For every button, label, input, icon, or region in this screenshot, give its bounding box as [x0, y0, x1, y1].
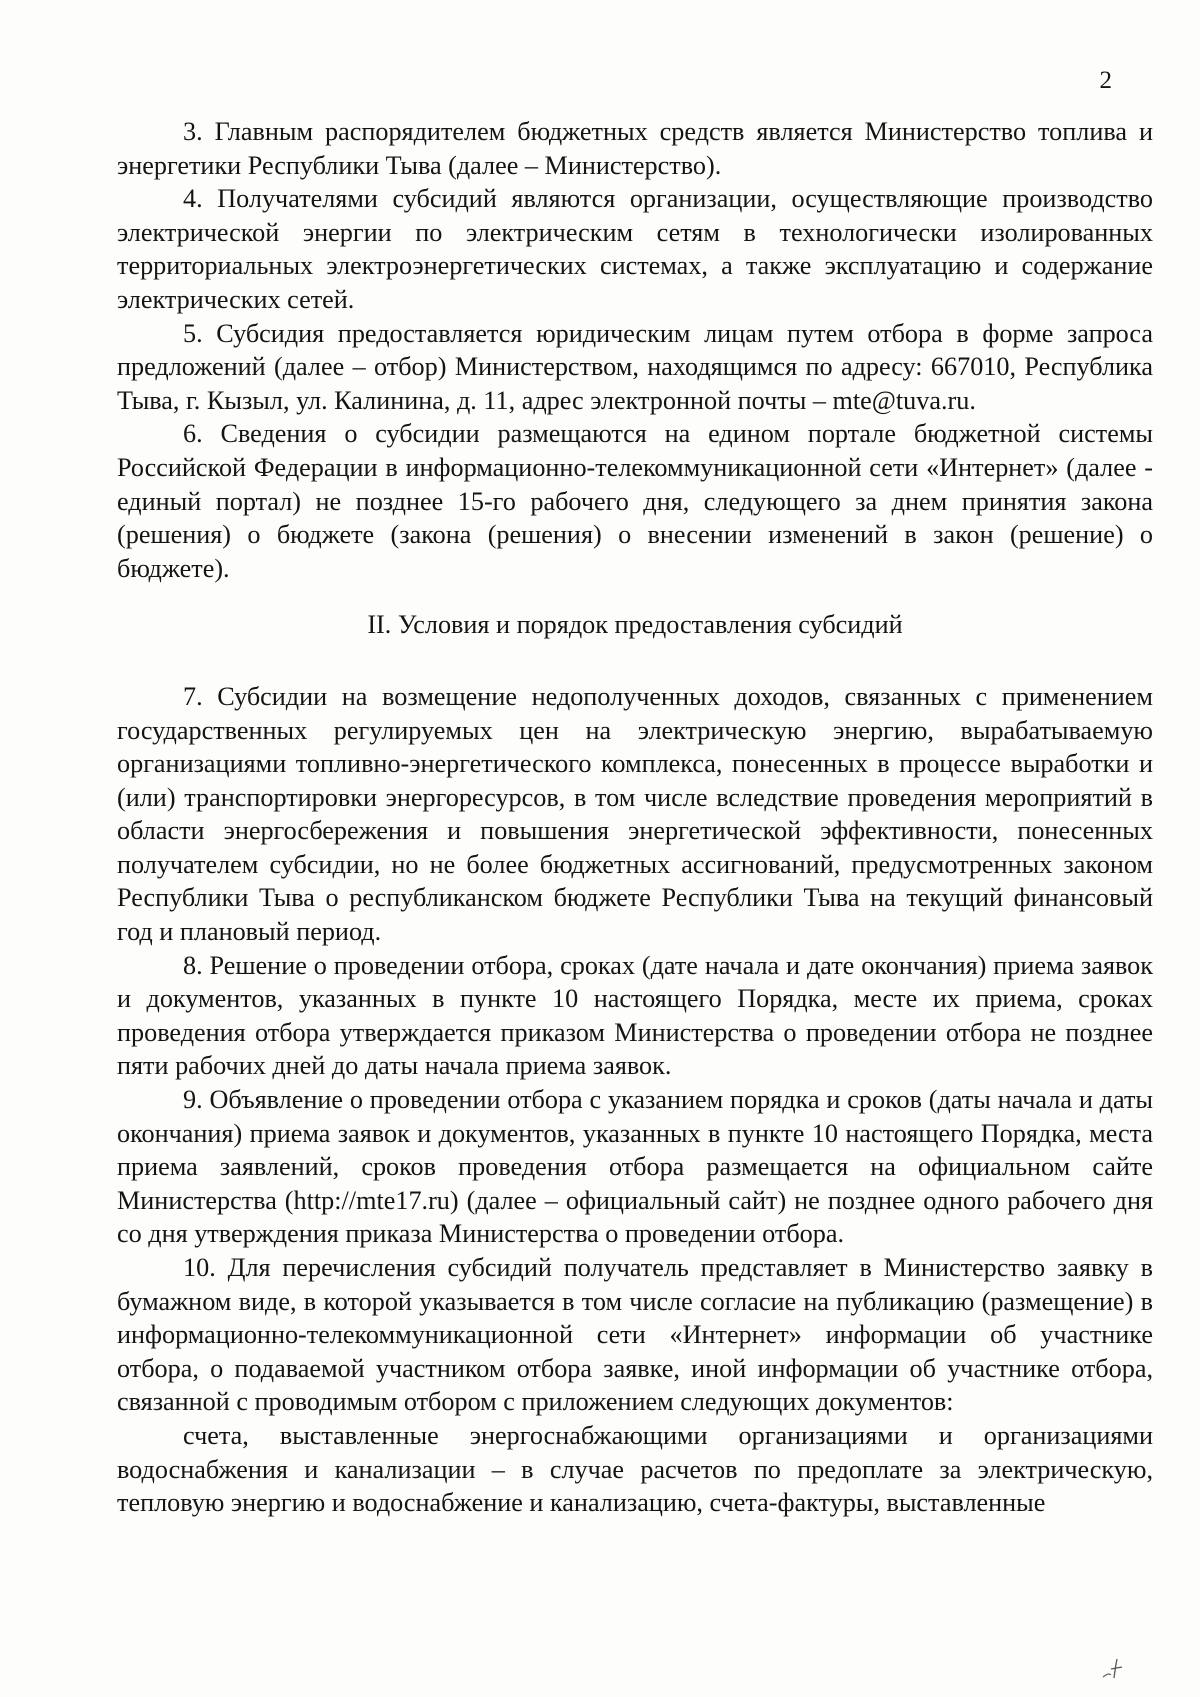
paragraph-6: 6. Сведения о субсидии размещаются на едином портале бюджетной системы Российской Федерации в информационно-телекоммуникационной сети «Интернет» (далее - единый портал) не позднее 15-го рабочего дня, следующего за днем принятия закона (решения) о бюджете (закона (решения) о внесении изменений в закон (решение) о бюджете). [117, 419, 1153, 583]
paragraph-10-documents-list: счета, выставленные энергоснабжающими организациями и организациями водоснабжения и канализации – в случае расчетов по предоплате за электрическую, тепловую энергию и водоснабжение и канализацию, счета-фактуры, выставленные [117, 1420, 1153, 1518]
paragraph-3: 3. Главным распорядителем бюджетных средств является Министерство топлива и энергетики Республики Тыва (далее – Министерство). [117, 117, 1153, 180]
paragraph-4: 4. Получателями субсидий являются организации, осуществляющие производство электрической энергии по электрическим сетям в технологически изолированных территориальных электроэнергетических системах, а также эксплуатацию и содержание электрических сетей. [117, 184, 1153, 314]
paragraph-5: 5. Субсидия предоставляется юридическим лицам путем отбора в форме запроса предложений (далее – отбор) Министерством, находящимся по адресу: 667010, Республика Тыва, г. Кызыл, ул. Калинина, д. 11, адрес электронной почты – mte@tuva.ru. [117, 318, 1153, 415]
paragraph-7: 7. Субсидии на возмещение недополученных доходов, связанных с применением государственных регулируемых цен на электрическую энергию, вырабатываемую организациями топливно-энергетического комплекса, понесенных в процессе выработки и (или) транспортировки энергоресурсов, в том числе вследствие проведения мероприятий в области энергосбережения и повышения энергетической эффективности, понесенных получателем субсидии, но не более бюджетных ассигнований, предусмотренных законом Республики Тыва о республиканском бюджете Республики Тыва на текущий финансовый год и плановый период. [117, 681, 1153, 947]
page-number: 2 [1099, 67, 1112, 94]
paragraph-8: 8. Решение о проведении отбора, сроках (дате начала и дате окончания) приема заявок и документов, указанных в пункте 10 настоящего Порядка, месте их приема, сроках проведения отбора утверждается приказом Министерства о проведении отбора не позднее пяти рабочих дней до даты начала приема заявок. [117, 950, 1153, 1081]
paragraph-9: 9. Объявление о проведении отбора с указанием порядка и сроков (даты начала и даты окончания) приема заявок и документов, указанных в пункте 10 настоящего Порядка, места приема заявлений, сроков проведения отбора размещается на официальном сайте Министерства (http://mte17.ru) (далее – официальный сайт) не позднее одного рабочего дня со дня утверждения приказа Министерства о проведении отбора. [117, 1085, 1153, 1249]
handwritten-mark-icon [1100, 1655, 1130, 1681]
document-body [117, 115, 1153, 1520]
paragraph-10: 10. Для перечисления субсидий получатель представляет в Министерство заявку в бумажном виде, в которой указывается в том числе согласие на публикацию (размещение) в информационно-телекоммуникационной сети «Интернет» информации об участнике отбора, о подаваемой участником отбора заявке, иной информации об участнике отбора, связанной с проводимым отбором с приложением следующих документов: [117, 1253, 1153, 1417]
section-title: II. Условия и порядок предоставления субсидий [367, 610, 903, 640]
